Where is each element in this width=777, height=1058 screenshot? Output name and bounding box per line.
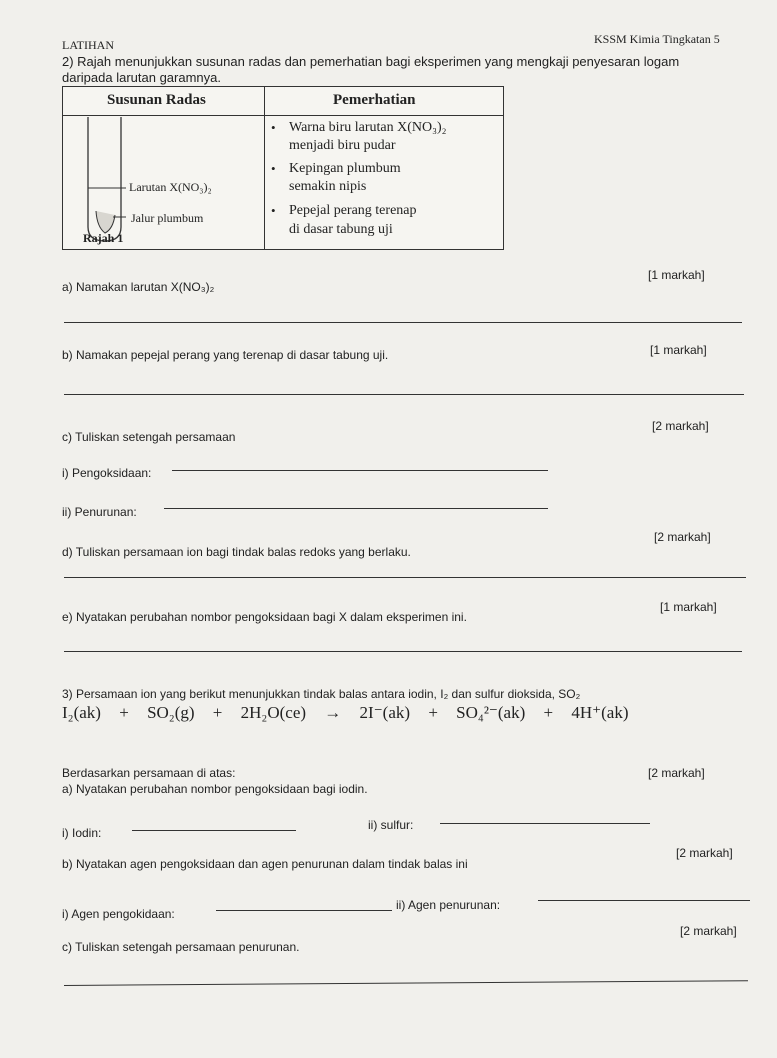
eq-term: 4H⁺(ak) — [571, 703, 629, 722]
diagram-label-solution: Larutan X(NO₃)₂ — [129, 180, 212, 194]
lead-strip-shape — [96, 211, 115, 233]
q2e-text: e) Nyatakan perubahan nombor pengoksidaan bagi X dalam eksperimen ini. — [62, 610, 467, 624]
q3-equation — [62, 703, 628, 723]
q2a-text: a) Namakan larutan X(NO₃)₂ — [62, 280, 215, 294]
header-right: KSSM Kimia Tingkatan 5 — [594, 32, 720, 46]
q2d-marks: [2 markah] — [654, 530, 711, 544]
eq-term: + — [543, 703, 554, 722]
q3-intro: 3) Persamaan ion yang berikut menunjukkan tindak balas antara iodin, I₂ dan sulfur dioksida, SO₂ — [62, 687, 581, 701]
observation-3-line2: di dasar tabung uji — [289, 222, 393, 237]
observation-2-line1: Kepingan plumbum — [289, 161, 401, 176]
q2d-text: d) Tuliskan persamaan ion bagi tindak balas redoks yang berlaku. — [62, 545, 411, 559]
q3a-i-answer-line[interactable] — [132, 830, 296, 831]
observation-2-line2: semakin nipis — [289, 179, 367, 194]
eq-term: 2I⁻(ak) — [359, 703, 411, 722]
q2b-text: b) Namakan pepejal perang yang terenap di dasar tabung uji. — [62, 348, 389, 362]
q3b-text: b) Nyatakan agen pengoksidaan dan agen penurunan dalam tindak balas ini — [62, 857, 468, 871]
q3c-marks: [2 markah] — [680, 924, 737, 938]
eq-term: SO₂(g) — [147, 703, 195, 722]
q3b-i-label: i) Agen pengokidaan: — [62, 907, 175, 921]
q3a-i-label: i) Iodin: — [62, 826, 102, 840]
q3a-marks: [2 markah] — [648, 766, 705, 780]
header-left: LATIHAN — [62, 38, 114, 52]
observation-1-line2: menjadi biru pudar — [289, 138, 396, 153]
q3a-text: a) Nyatakan perubahan nombor pengoksidaan bagi iodin. — [62, 782, 368, 796]
bullet-icon: • — [271, 203, 276, 218]
q3b-marks: [2 markah] — [676, 846, 733, 860]
q3a-ii-label: ii) sulfur: — [368, 818, 414, 832]
table-header-observation: Pemerhatian — [333, 92, 416, 108]
table-header-apparatus: Susunan Radas — [107, 92, 206, 108]
q2c-i-label: i) Pengoksidaan: — [62, 466, 152, 480]
q3c-text: c) Tuliskan setengah persamaan penurunan. — [62, 940, 300, 954]
eq-arrow: → — [324, 703, 342, 722]
q3b-ii-answer-line[interactable] — [538, 900, 750, 901]
q2c-ii-answer-line[interactable] — [164, 508, 548, 509]
bullet-icon: • — [271, 161, 276, 176]
eq-term: SO₄²⁻(ak) — [456, 703, 526, 722]
diagram-label-strip: Jalur plumbum — [131, 211, 204, 225]
diagram-caption: Rajah 1 — [83, 231, 124, 245]
q2e-answer-line[interactable] — [64, 651, 742, 652]
eq-term: + — [212, 703, 223, 722]
eq-term: 2H₂O(ce) — [240, 703, 307, 722]
q2c-ii-label: ii) Penurunan: — [62, 505, 137, 519]
q2e-marks: [1 markah] — [660, 600, 717, 614]
q2c-marks: [2 markah] — [652, 419, 709, 433]
eq-term: + — [428, 703, 438, 722]
q3b-ii-label: ii) Agen penurunan: — [396, 898, 501, 912]
q2-intro-line1: 2) Rajah menunjukkan susunan radas dan pemerhatian bagi eksperimen yang mengkaji penyesaran logam — [62, 54, 680, 69]
observation-1-line1: Warna biru larutan X(NO₃)₂ — [289, 120, 447, 135]
q2a-answer-line[interactable] — [64, 322, 742, 323]
observation-3-line1: Pepejal perang terenap — [289, 203, 417, 218]
q2c-i-answer-line[interactable] — [172, 470, 548, 471]
q2a-marks: [1 markah] — [648, 268, 705, 282]
q3-based-on: Berdasarkan persamaan di atas: — [62, 766, 236, 780]
q2b-marks: [1 markah] — [650, 343, 707, 357]
eq-term: I₂(ak) — [62, 703, 101, 722]
q2c-text: c) Tuliskan setengah persamaan — [62, 430, 236, 444]
apparatus-table — [62, 86, 504, 250]
q2-intro-line2: daripada larutan garamnya. — [62, 70, 221, 85]
eq-term: + — [119, 703, 129, 722]
q2d-answer-line[interactable] — [64, 577, 746, 578]
q3b-i-answer-line[interactable] — [216, 910, 392, 911]
q2b-answer-line[interactable] — [64, 394, 744, 395]
q3c-answer-line[interactable] — [64, 980, 748, 986]
bullet-icon: • — [271, 120, 276, 135]
q3a-ii-answer-line[interactable] — [440, 823, 650, 824]
